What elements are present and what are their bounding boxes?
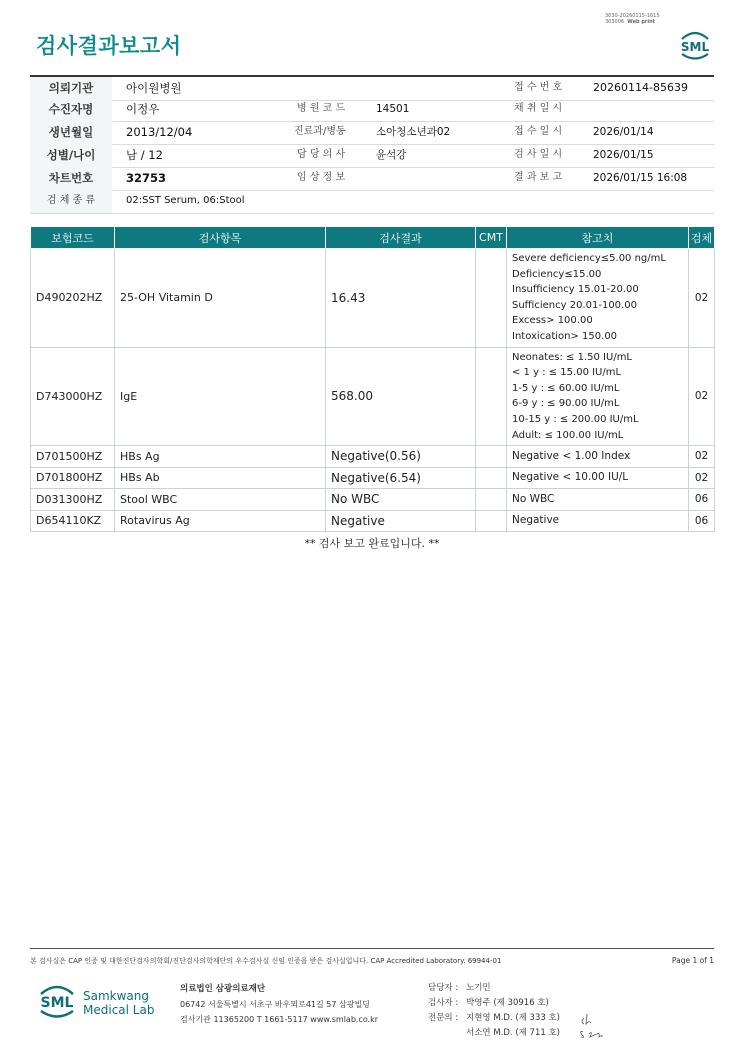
print-code-line1: 3030-20260115-1615 [605, 13, 660, 19]
cmt-cell [476, 347, 507, 446]
info-row-specimen [30, 190, 714, 214]
brand-line1: Samkwang [83, 989, 149, 1003]
sml-logo-text: SML [680, 40, 710, 54]
sex-age-value: 남 / 12 [126, 148, 163, 162]
ref-line: No WBC [512, 492, 555, 505]
item-cell: Stool WBC [115, 489, 326, 511]
header-specimen: 검체 [689, 227, 715, 249]
ref-line: Negative < 1.00 Index [512, 449, 631, 462]
receipt-no-label: 접 수 번 호 [514, 82, 563, 93]
staff-list [428, 981, 560, 1041]
ref-line: < 1 y : ≤ 15.00 IU/mL [512, 367, 622, 379]
ref-line: Excess> 100.00 [512, 315, 593, 327]
results-table [30, 226, 715, 532]
table-row [31, 249, 715, 348]
cmt-cell [476, 489, 507, 511]
staff-row: 검사자 : 박영주 (제 30916 호) [428, 998, 549, 1008]
result-cell: 568.00 [326, 347, 476, 446]
report-date-label: 결 과 보 고 [514, 172, 563, 183]
results-header-row [31, 227, 715, 249]
samkwang-logo-icon [36, 980, 78, 1020]
page-number: Page 1 of 1 [671, 956, 714, 965]
table-row [31, 467, 715, 489]
hospital-code-label: 병 원 코 드 [297, 103, 346, 114]
brand-line2: Medical Lab [83, 1003, 155, 1017]
result-cell: Negative(0.56) [326, 446, 476, 468]
ref-line: Adult: ≤ 100.00 IU/mL [512, 429, 624, 441]
ref-cell [507, 489, 689, 511]
item-cell: HBs Ag [115, 446, 326, 468]
report-date-value: 2026/01/15 16:08 [593, 172, 688, 184]
clinical-label: 임 상 정 보 [297, 172, 346, 183]
org-contact: 검사기관 11365200 T 1661-5117 www.smlab.co.kr [180, 1015, 379, 1024]
ref-line: Intoxication> 150.00 [512, 330, 618, 342]
dob-label: 생년월일 [30, 121, 112, 144]
org-info [180, 981, 378, 1027]
ref-line: Negative < 10.00 IU/L [512, 471, 629, 484]
dept-value: 소아청소년과02 [376, 126, 451, 138]
cert-text: 본 검사실은 CAP 인증 및 대한진단검사의학회/진단검사의학재단의 우수검사실 신임 인증을 받은 검사실입니다. CAP Accredited Laboratory. 69944-01 [30, 957, 502, 965]
code-cell: D031300HZ [31, 489, 115, 511]
ref-line: 6-9 y : ≤ 90.00 IU/mL [512, 398, 620, 410]
specimen-label: 검 체 종 류 [30, 190, 112, 213]
info-row-dob [30, 121, 714, 145]
name-label: 수진자명 [30, 98, 112, 121]
footer-divider [30, 948, 714, 949]
doctor-value: 윤석강 [376, 149, 407, 161]
ref-line: Neonates: ≤ 1.50 IU/mL [512, 351, 632, 363]
result-cell: 16.43 [326, 249, 476, 348]
completion-note: ** 검사 보고 완료입니다. ** [304, 537, 440, 550]
hospital-label: 의뢰기관 [30, 77, 112, 100]
code-cell: D654110KZ [31, 510, 115, 532]
specimen-cell: 02 [689, 467, 715, 489]
header-cmt: CMT [476, 227, 507, 249]
info-row-name [30, 98, 714, 122]
signature-icon [577, 1010, 609, 1040]
result-cell: No WBC [326, 489, 476, 511]
ref-line: Sufficiency 20.01-100.00 [512, 299, 637, 311]
ref-line: 1-5 y : ≤ 60.00 IU/mL [512, 382, 620, 394]
ref-cell [507, 510, 689, 532]
receipt-date-value: 2026/01/14 [593, 126, 654, 138]
info-row-hospital [30, 75, 714, 101]
samkwang-logo-text: SML [40, 995, 74, 1011]
ref-cell [507, 347, 689, 446]
print-code [605, 13, 660, 25]
item-cell: Rotavirus Ag [115, 510, 326, 532]
table-row [31, 446, 715, 468]
ref-cell [507, 467, 689, 489]
cmt-cell [476, 446, 507, 468]
code-cell: D701500HZ [31, 446, 115, 468]
cmt-cell [476, 249, 507, 348]
specimen-cell: 02 [689, 347, 715, 446]
staff-row: 전문의 : 지현영 M.D. (제 333 호) [428, 1013, 561, 1023]
code-cell: D701800HZ [31, 467, 115, 489]
specimen-cell: 02 [689, 446, 715, 468]
header-item: 검사항목 [115, 227, 326, 249]
cmt-cell [476, 510, 507, 532]
staff-row: 담당자 : 노기민 [428, 983, 491, 993]
brand-name [83, 989, 154, 1017]
table-row [31, 510, 715, 532]
cmt-cell [476, 467, 507, 489]
dob-value: 2013/12/04 [126, 125, 193, 139]
ref-line: Deficiency≤15.00 [512, 268, 602, 280]
receipt-date-label: 접 수 일 시 [514, 126, 563, 137]
result-cell: Negative [326, 510, 476, 532]
print-mode: Web print [627, 19, 656, 25]
chart-label: 차트번호 [30, 167, 112, 190]
specimen-value: 02:SST Serum, 06:Stool [126, 195, 245, 206]
collect-date-label: 채 취 일 시 [514, 103, 563, 114]
name-value: 이정우 [126, 102, 160, 116]
code-cell: D743000HZ [31, 347, 115, 446]
item-cell: IgE [115, 347, 326, 446]
test-date-value: 2026/01/15 [593, 149, 654, 161]
hospital-code-value: 14501 [376, 103, 410, 115]
table-row [31, 347, 715, 446]
print-code-line2: 303006 [605, 19, 625, 25]
item-cell: 25-OH Vitamin D [115, 249, 326, 348]
result-cell: Negative(6.54) [326, 467, 476, 489]
ref-line: 10-15 y : ≤ 200.00 IU/mL [512, 413, 639, 425]
org-name: 의료법인 삼광의료재단 [180, 984, 266, 994]
info-row-sex-age [30, 144, 714, 168]
ref-line: Insufficiency 15.01-20.00 [512, 284, 639, 296]
sml-logo-icon [676, 27, 714, 61]
specimen-cell: 02 [689, 249, 715, 348]
header-ref: 참고치 [507, 227, 689, 249]
page-title: 검사결과보고서 [36, 34, 182, 58]
staff-row: 서소연 M.D. (제 711 호) [466, 1028, 561, 1038]
specimen-cell: 06 [689, 489, 715, 511]
info-row-chart [30, 167, 714, 191]
doctor-label: 담 당 의 사 [297, 149, 346, 160]
header-code: 보험코드 [31, 227, 115, 249]
org-address: 06742 서울특별시 서초구 바우뫼로41길 57 삼광빌딩 [180, 1000, 370, 1009]
chart-no-value: 32753 [126, 171, 167, 185]
test-date-label: 검 사 일 시 [514, 149, 563, 160]
hospital-value: 아이원병원 [126, 81, 182, 95]
specimen-cell: 06 [689, 510, 715, 532]
sex-age-label: 성별/나이 [30, 144, 112, 167]
header-result: 검사결과 [326, 227, 476, 249]
item-cell: HBs Ab [115, 467, 326, 489]
dept-label: 진료과/병동 [294, 126, 346, 137]
ref-cell [507, 446, 689, 468]
receipt-no-value: 20260114-85639 [593, 81, 688, 94]
ref-line: Negative [512, 514, 560, 527]
table-row [31, 489, 715, 511]
code-cell: D490202HZ [31, 249, 115, 348]
ref-cell [507, 249, 689, 348]
ref-line: Severe deficiency≤5.00 ng/mL [512, 253, 666, 264]
